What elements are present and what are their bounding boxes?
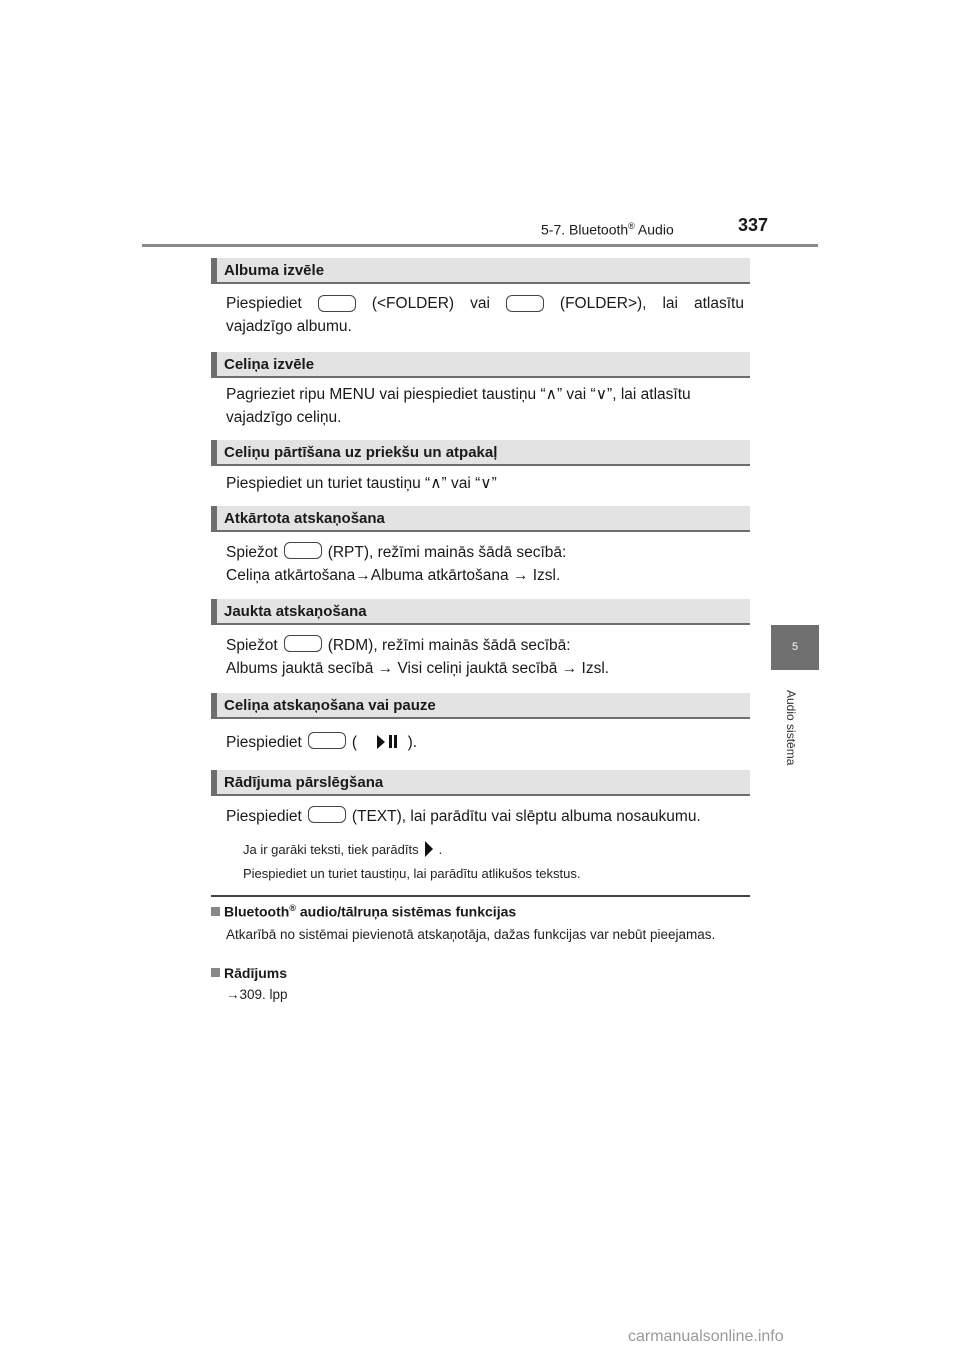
seek-instructions: Piespiediet un turiet taustiņu “∧” vai “∨” [226,475,497,492]
random-instructions: Spiežot (RDM), režīmi mainās šādā secībā: Albums jauktā secībā → Visi celiņi jauktā secībā → Izsl. [226,637,610,677]
section-heading-display: Rādījuma pārslēgšana [211,770,750,796]
page-number: 337 [738,215,769,235]
text-button-icon [308,806,346,823]
more-text-arrow-icon [425,841,433,857]
section-title: 5-7. Bluetooth® Audio [541,221,674,238]
note-heading-display: Rādījums [211,965,287,981]
chapter-side-label [780,690,810,800]
note-text-bluetooth: Atkarībā no sistēmai pievienotā atskaņotāja, dažas funkcijas var nebūt pieejamas. [226,927,716,942]
display-instructions: Piespiediet (TEXT), lai parādītu vai slēptu albuma nosaukumu. [226,808,701,825]
play-pause-instructions: Piespiediet ( ). [226,731,746,754]
folder-prev-button-icon [318,295,356,312]
chapter-side-label-text: Audio sistēma [784,690,798,766]
watermark: carmanualsonline.info [628,1328,784,1345]
display-note-2: Piespiediet un turiet taustiņu, lai parādītu atlikušos tekstus. [243,866,581,881]
folder-next-button-icon [506,295,544,312]
section-heading-track: Celiņa izvēle [211,352,750,378]
bullet-square-icon [211,907,220,916]
play-pause-button-icon [308,732,346,749]
section-heading-play-pause: Celiņa atskaņošana vai pauze [211,693,750,719]
notes-divider [211,895,750,897]
note-text-display: →309. lpp [226,987,288,1002]
bullet-square-icon [211,968,220,977]
header-divider [142,244,818,247]
rpt-button-icon [284,542,322,559]
repeat-instructions: Spiežot (RPT), režīmi mainās šādā secībā: Celiņa atkārtošana→Albuma atkārtošana → Izsl. [226,544,567,584]
note-heading-bluetooth: Bluetooth® audio/tālruņa sistēmas funkcijas [211,903,516,920]
rdm-button-icon [284,635,322,652]
section-heading-seek: Celiņu pārtīšana uz priekšu un atpakaļ [211,440,750,466]
track-instructions: Pagrieziet ripu MENU vai piespiediet taustiņu “∧” vai “∨”, lai atlasītu vajadzīgo celiņu. [226,386,691,426]
chapter-tab: 5 [771,625,819,670]
section-heading-random: Jaukta atskaņošana [211,599,750,625]
display-note-1: Ja ir garāki teksti, tiek parādīts . [243,842,443,857]
play-pause-icon [375,731,397,754]
section-heading-repeat: Atkārtota atskaņošana [211,506,750,532]
album-instructions: Piespiediet (<FOLDER) vai (FOLDER>), lai atlasītu vajadzīgo albumu. [226,295,744,335]
section-heading-album: Albuma izvēle [211,258,750,284]
